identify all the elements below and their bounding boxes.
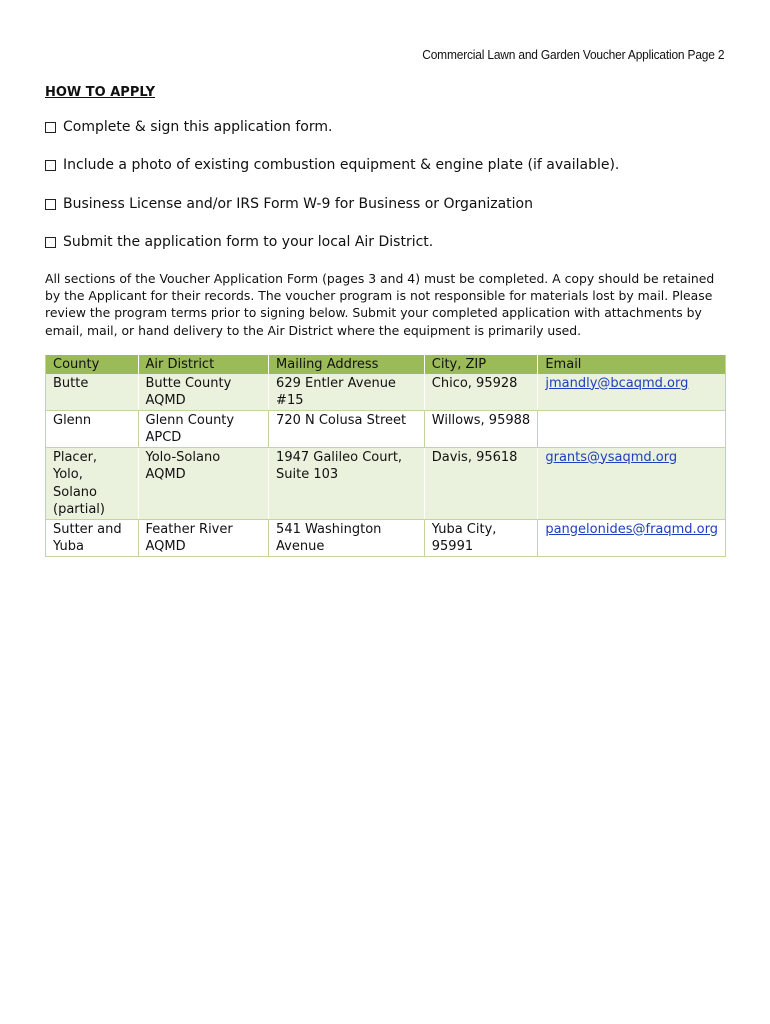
cell-mailing-address: 1947 Galileo Court, Suite 103 xyxy=(269,447,425,519)
cell-city-zip: Willows, 95988 xyxy=(424,410,538,447)
cell-mailing-address: 629 Entler Avenue #15 xyxy=(269,374,425,411)
cell-email xyxy=(538,410,726,447)
instructions-paragraph: All sections of the Voucher Application Form (pages 3 and 4) must be completed. A copy should be retained by the Applicant for their records. The voucher program is not responsible for materials lost by mail. Please review the program terms prior to signing below. Submit your completed application with attachments by email, mail, or hand delivery to the Air District where the equipment is primarily used. xyxy=(45,271,715,338)
column-header-air-district: Air District xyxy=(138,355,269,374)
cell-city-zip: Chico, 95928 xyxy=(424,374,538,411)
cell-county: Glenn xyxy=(46,410,139,447)
table-row xyxy=(46,447,726,519)
checkbox-icon[interactable] xyxy=(45,122,56,133)
column-header-city-zip: City, ZIP xyxy=(424,355,538,374)
checkbox-icon[interactable] xyxy=(45,237,56,248)
checklist-item-label: Include a photo of existing combustion equipment & engine plate (if available). xyxy=(63,157,620,173)
cell-county: Butte xyxy=(46,374,139,411)
cell-email xyxy=(538,447,726,519)
column-header-county: County xyxy=(46,355,139,374)
checklist-item-label: Submit the application form to your local Air District. xyxy=(63,234,434,250)
column-header-email: Email xyxy=(545,357,582,372)
cell-air-district: Yolo-Solano AQMD xyxy=(138,447,269,519)
table-row xyxy=(46,519,726,556)
table-row xyxy=(46,374,726,411)
checklist-item-sign-form xyxy=(45,119,332,135)
cell-air-district: Glenn County APCD xyxy=(138,410,269,447)
cell-email xyxy=(538,519,726,556)
page-header: Commercial Lawn and Garden Voucher Application Page 2 xyxy=(421,47,724,62)
cell-county: Placer, Yolo, Solano (partial) xyxy=(46,447,139,519)
cell-mailing-address: 541 Washington Avenue xyxy=(269,519,425,556)
air-district-table xyxy=(45,355,726,557)
checklist-item-label: Complete & sign this application form. xyxy=(63,119,333,135)
checklist-item-business-license xyxy=(45,196,533,212)
email-link[interactable]: pangelonides@fraqmd.org xyxy=(545,521,718,537)
table-header-row xyxy=(46,355,726,374)
cell-air-district: Feather River AQMD xyxy=(138,519,269,556)
checkbox-icon[interactable] xyxy=(45,160,56,171)
column-header-mailing-address: Mailing Address xyxy=(269,355,425,374)
email-link[interactable]: jmandly@bcaqmd.org xyxy=(545,375,689,391)
cell-city-zip: Davis, 95618 xyxy=(424,447,538,519)
cell-air-district: Butte County AQMD xyxy=(138,374,269,411)
how-to-apply-heading: HOW TO APPLY xyxy=(45,85,156,100)
cell-city-zip: Yuba City, 95991 xyxy=(424,519,538,556)
checklist-item-submit xyxy=(45,234,433,250)
checkbox-icon[interactable] xyxy=(45,199,56,210)
cell-mailing-address: 720 N Colusa Street xyxy=(269,410,425,447)
cell-email xyxy=(538,374,726,411)
email-link[interactable]: grants@ysaqmd.org xyxy=(545,449,678,465)
cell-county: Sutter and Yuba xyxy=(46,519,139,556)
checklist-item-photo xyxy=(45,157,619,173)
table-row xyxy=(46,410,726,447)
checklist-item-label: Business License and/or IRS Form W-9 for Business or Organization xyxy=(63,196,533,212)
